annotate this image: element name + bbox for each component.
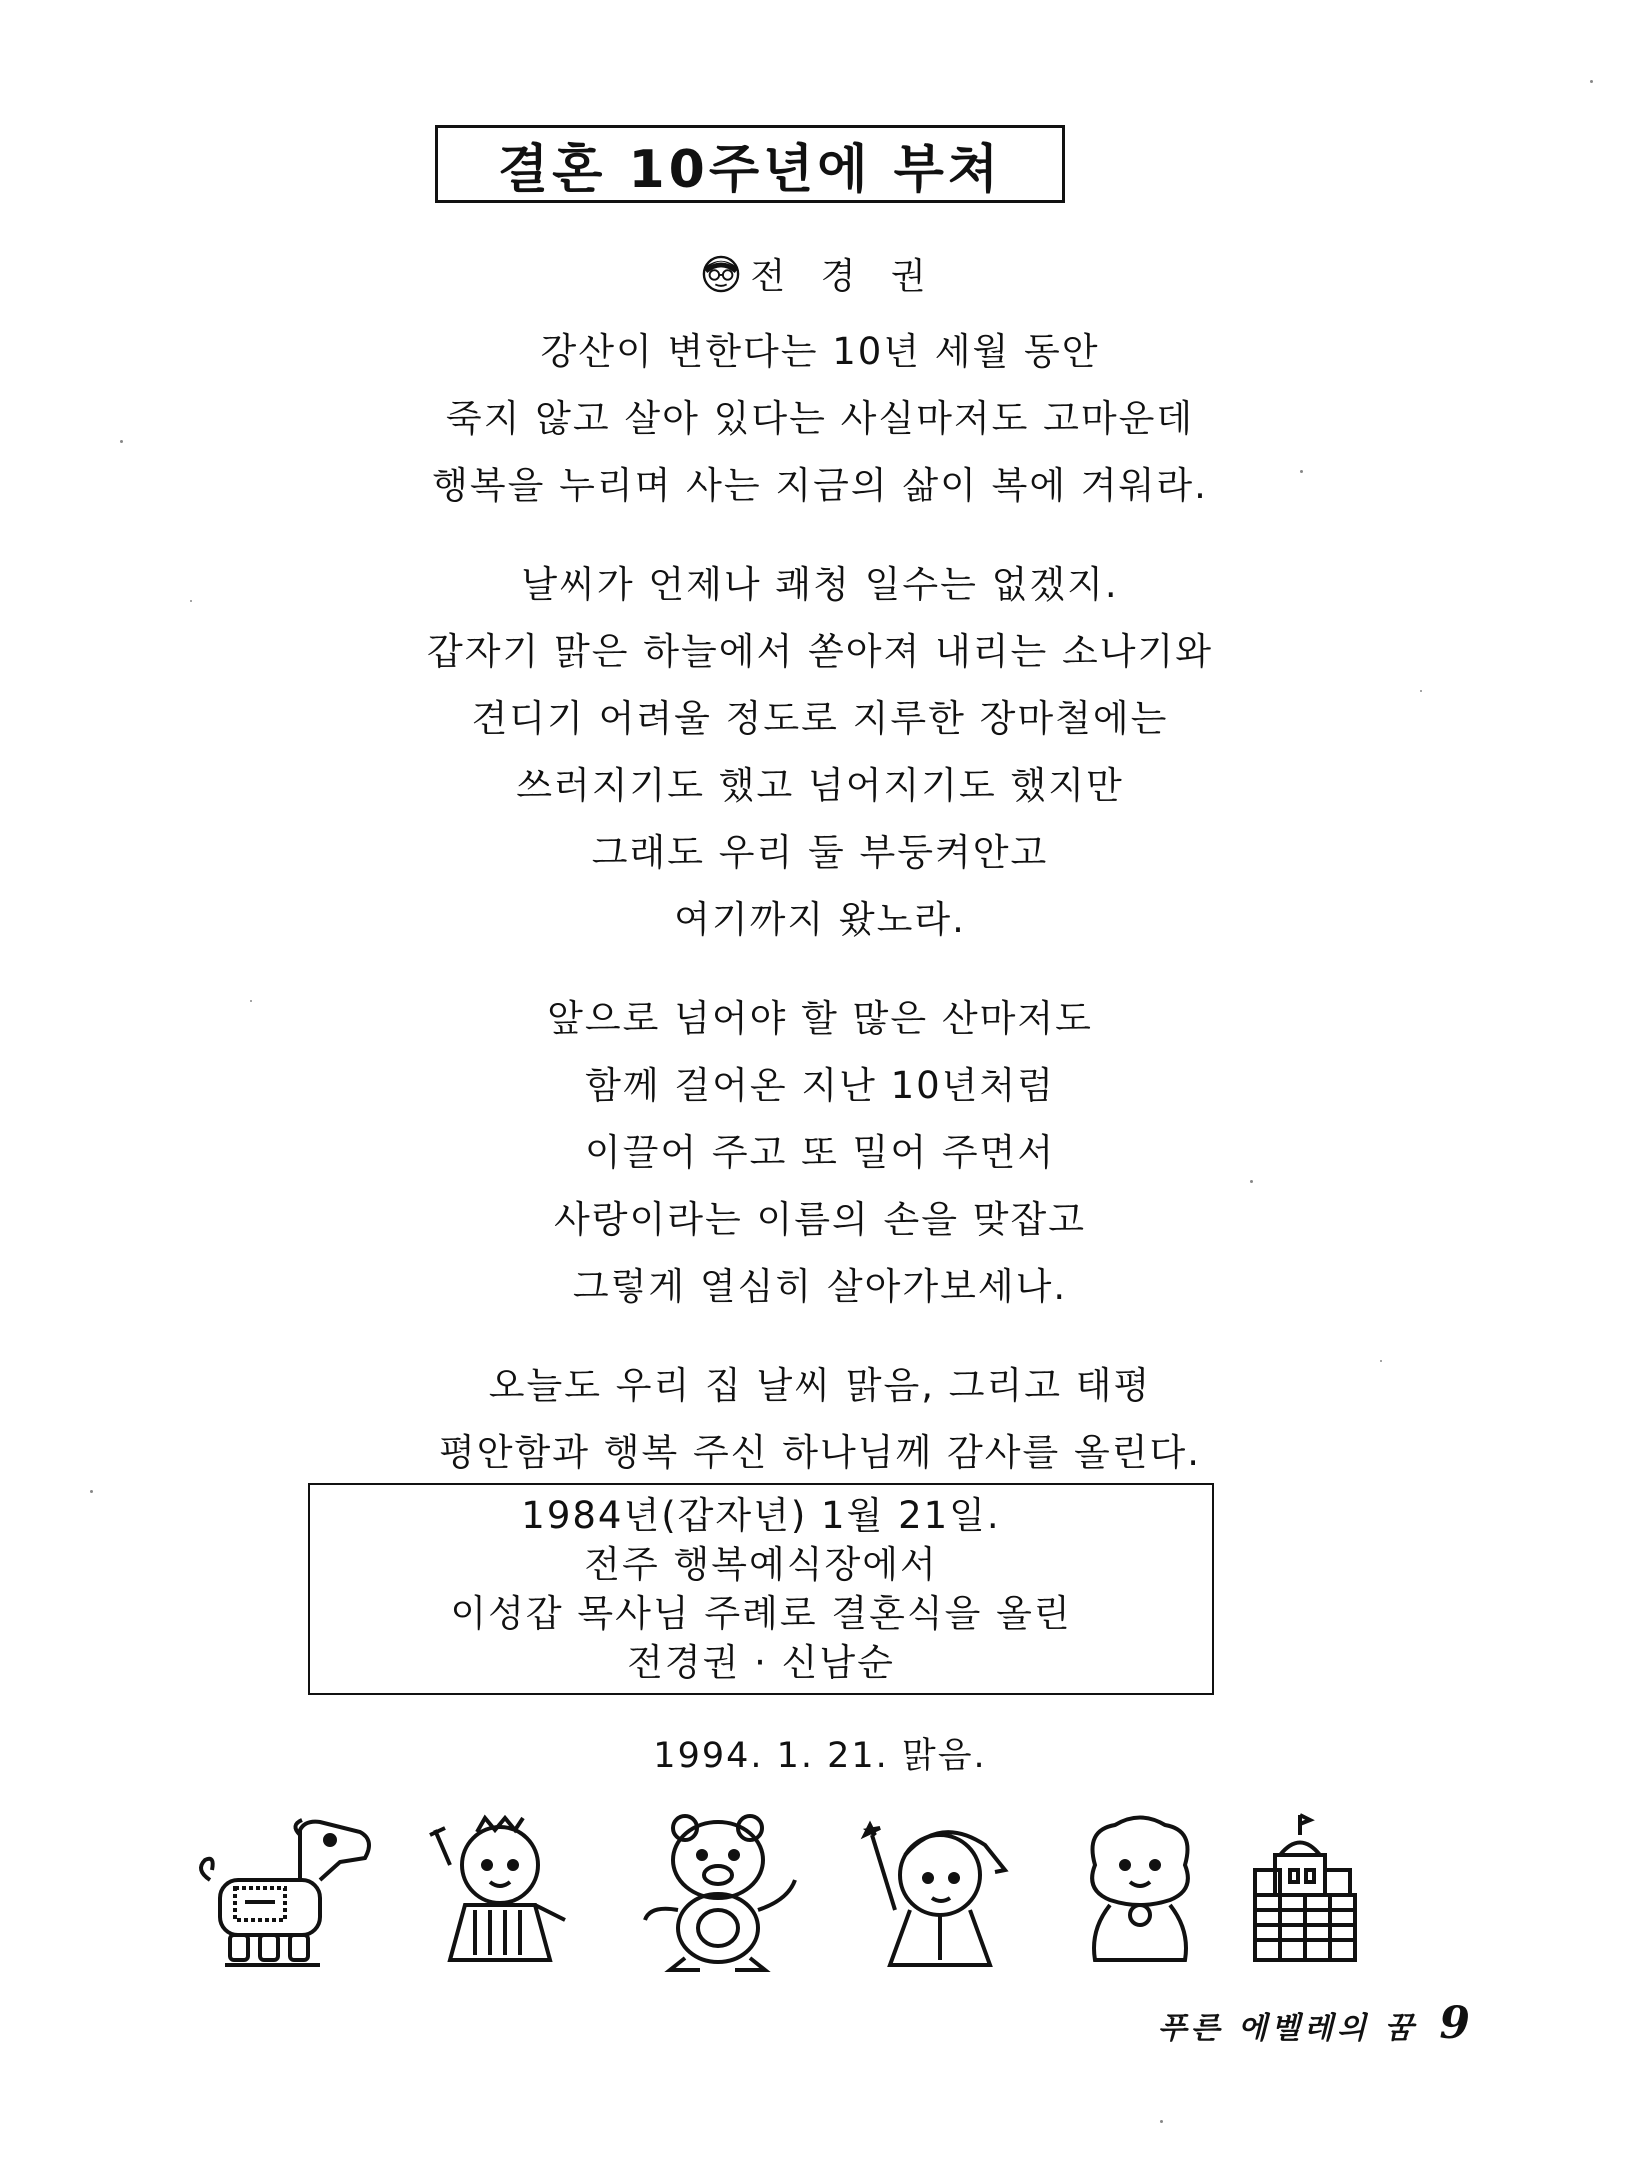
castle-icon — [1250, 1810, 1360, 1980]
poem-line: 견디기 어려울 정도로 지루한 장마철에는 — [471, 697, 1169, 740]
poem-line: 날씨가 언제나 쾌청 일수는 없겠지. — [521, 563, 1119, 606]
poem — [0, 318, 1640, 1518]
stanza — [0, 551, 1640, 953]
author-line — [0, 248, 1640, 299]
poem-line: 오늘도 우리 집 날씨 맑음, 그리고 태평 — [488, 1364, 1152, 1407]
scan-speck — [1420, 690, 1422, 692]
poem-line: 죽지 않고 살아 있다는 사실마저도 고마운데 — [445, 397, 1195, 440]
stanza — [0, 985, 1640, 1320]
publication-title: 푸른 에벨레의 꿈 — [1157, 2011, 1418, 2046]
stanza — [0, 318, 1640, 519]
info-line: 1984년(갑자년) 1월 21일. — [521, 1494, 1001, 1537]
curly-girl-icon — [1060, 1810, 1220, 1980]
poem-line: 강산이 변한다는 10년 세월 동안 — [540, 330, 1100, 373]
date-line: 1994. 1. 21. 맑음. — [653, 1736, 987, 1776]
poem-line: 사랑이라는 이름의 손을 맞잡고 — [554, 1198, 1086, 1241]
poem-line: 여기까지 왔노라. — [674, 898, 966, 941]
scan-speck — [1590, 80, 1593, 83]
info-line: 전주 행복예식장에서 — [584, 1543, 938, 1586]
poem-line: 함께 걸어온 지난 10년처럼 — [585, 1064, 1055, 1107]
scan-speck — [1250, 1180, 1253, 1183]
poem-line: 앞으로 넘어야 할 많은 산마저도 — [547, 997, 1093, 1040]
title-box — [435, 125, 1065, 203]
mascot-row — [190, 1810, 1350, 1980]
poem-line: 쓰러지기도 했고 넘어지기도 했지만 — [516, 764, 1124, 807]
poem-line: 평안함과 행복 주신 하나님께 감사를 올린다. — [439, 1431, 1201, 1474]
scan-speck — [90, 1490, 93, 1493]
bear-icon — [630, 1810, 810, 1980]
wedding-info-box — [308, 1483, 1214, 1695]
princess-icon — [415, 1810, 585, 1980]
poem-line: 이끌어 주고 또 밀어 주면서 — [584, 1131, 1056, 1174]
scan-speck — [1380, 1360, 1382, 1362]
page-footer — [1158, 1998, 1470, 2049]
scan-speck — [120, 440, 123, 443]
page-title: 결혼 10주년에 부쳐 — [497, 139, 1003, 200]
scan-speck — [250, 1000, 252, 1002]
child-with-wand-icon — [850, 1810, 1020, 1980]
scan-speck — [1300, 470, 1303, 473]
poem-line: 행복을 누리며 사는 지금의 삶이 복에 겨워라. — [432, 464, 1208, 507]
author-name: 전 경 권 — [750, 256, 938, 297]
poem-line: 갑자기 맑은 하늘에서 쏟아져 내리는 소나기와 — [427, 630, 1213, 673]
info-line: 전경권 · 신남순 — [627, 1641, 895, 1684]
page-number: 9 — [1439, 1998, 1470, 2049]
author-face-icon — [702, 255, 740, 293]
scan-speck — [1160, 2120, 1163, 2123]
stanza — [0, 1352, 1640, 1486]
poem-line: 그래도 우리 둘 부둥켜안고 — [591, 831, 1049, 874]
info-line: 이성갑 목사님 주례로 결혼식을 올린 — [450, 1592, 1072, 1635]
poem-line: 그렇게 열심히 살아가보세나. — [572, 1265, 1068, 1308]
horse-icon — [190, 1810, 380, 1980]
scan-speck — [190, 600, 192, 602]
